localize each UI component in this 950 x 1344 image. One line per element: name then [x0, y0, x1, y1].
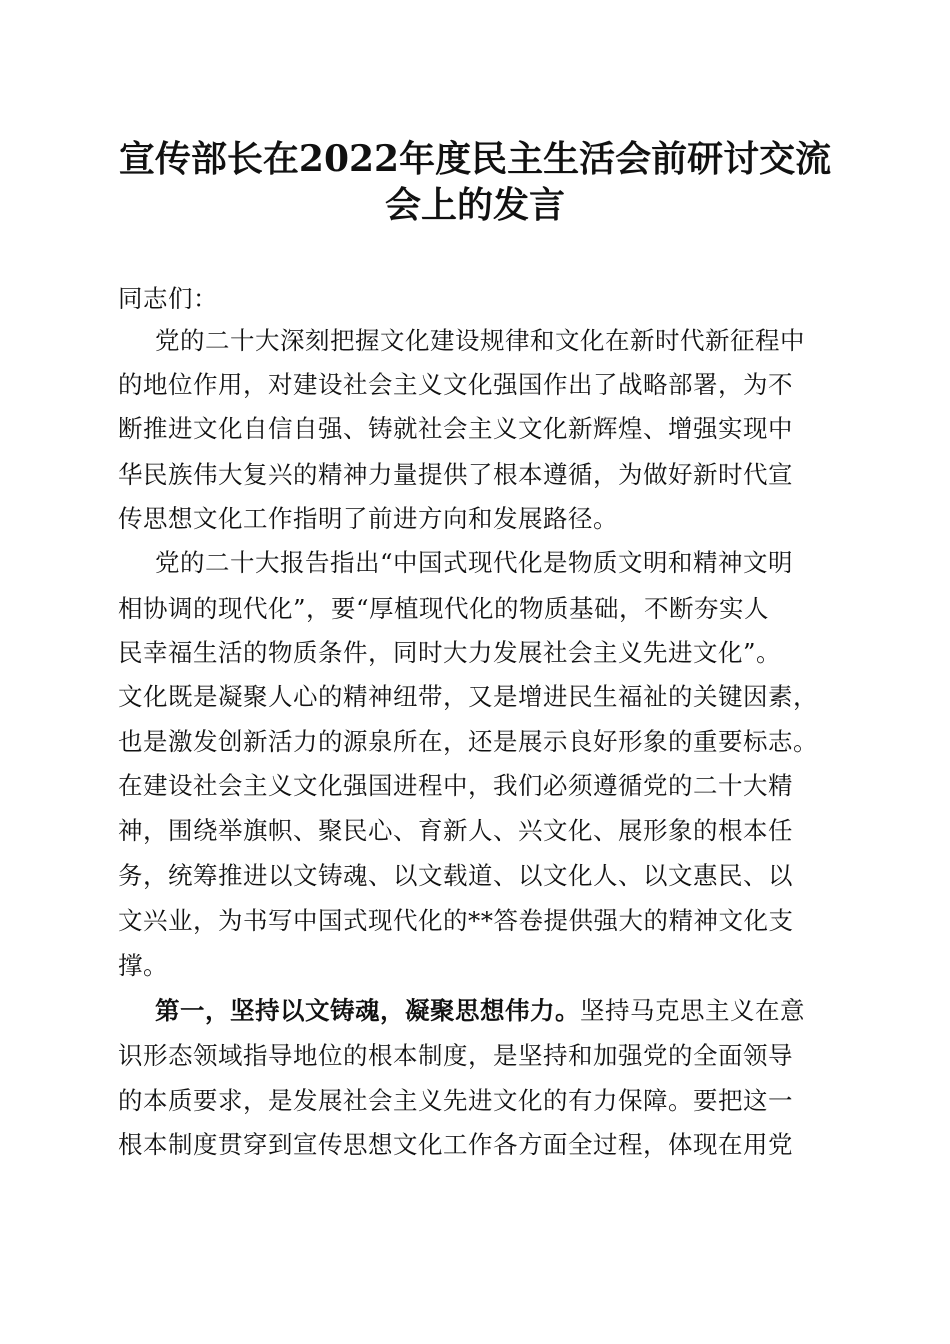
paragraph-2-line: 务，统筹推进以文铸魂、以文载道、以文化人、以文惠民、以: [118, 861, 793, 890]
paragraph-2-line: 神，围绕举旗帜、聚民心、育新人、兴文化、展形象的根本任: [118, 816, 793, 845]
salutation: 同志们：: [118, 284, 218, 313]
paragraph-3-line: 识形态领域指导地位的根本制度，是坚持和加强党的全面领导: [118, 1041, 793, 1070]
paragraph-1-line: 传思想文化工作指明了前进方向和发展路径。: [118, 504, 618, 533]
paragraph-2-line: 撑。: [118, 951, 168, 980]
document-title-line-2: 会上的发言: [384, 184, 565, 226]
paragraph-1-line: 断推进文化自信自强、铸就社会主义文化新辉煌、增强实现中: [118, 414, 793, 443]
paragraph-2-line: 在建设社会主义文化强国进程中，我们必须遵循党的二十大精: [118, 771, 793, 800]
paragraph-3-text: 坚持马克思主义在意: [580, 996, 805, 1025]
paragraph-2-line: 党的二十大报告指出“中国式现代化是物质文明和精神文明: [155, 548, 794, 577]
paragraph-2-line: 文化既是凝聚人心的精神纽带，又是增进民生福祉的关键因素，: [118, 682, 818, 711]
paragraph-2-line: 相协调的现代化”，要“厚植现代化的物质基础，不断夯实人: [118, 594, 770, 623]
paragraph-2-line: 也是激发创新活力的源泉所在，还是展示良好形象的重要标志。: [118, 727, 818, 756]
paragraph-2-line: 民幸福生活的物质条件，同时大力发展社会主义先进文化”。: [118, 638, 782, 667]
paragraph-1-line: 党的二十大深刻把握文化建设规律和文化在新时代新征程中: [155, 326, 805, 355]
document-title-line-1: 宣传部长在2022年度民主生活会前研讨交流: [118, 138, 832, 180]
paragraph-3-line: 的本质要求，是发展社会主义先进文化的有力保障。要把这一: [118, 1086, 793, 1115]
paragraph-3-first-line: [155, 996, 805, 1026]
paragraph-3-line: 根本制度贯穿到宣传思想文化工作各方面全过程，体现在用党: [118, 1130, 793, 1159]
paragraph-1-line: 华民族伟大复兴的精神力量提供了根本遵循，为做好新时代宣: [118, 460, 793, 489]
paragraph-2-line: 文兴业，为书写中国式现代化的**答卷提供强大的精神文化支: [118, 906, 794, 935]
paragraph-1-line: 的地位作用，对建设社会主义文化强国作出了战略部署，为不: [118, 370, 793, 399]
section-heading: 第一，坚持以文铸魂，凝聚思想伟力。: [155, 996, 580, 1025]
